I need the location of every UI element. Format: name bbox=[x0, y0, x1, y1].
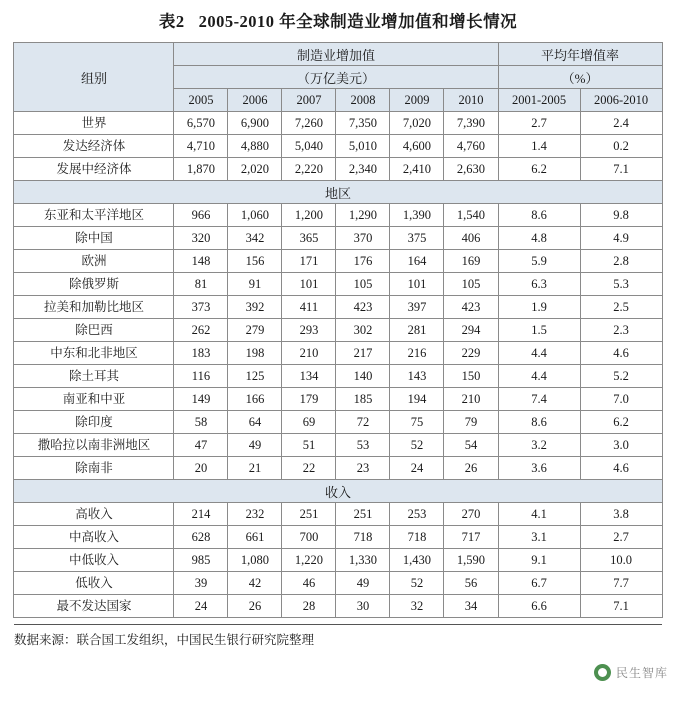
cell-rate: 6.2 bbox=[498, 158, 580, 181]
header-year-2009: 2009 bbox=[390, 89, 444, 112]
cell-value: 91 bbox=[228, 273, 282, 296]
cell-value: 217 bbox=[336, 342, 390, 365]
cell-value: 26 bbox=[228, 595, 282, 618]
cell-value: 628 bbox=[174, 526, 228, 549]
cell-rate: 7.1 bbox=[580, 595, 662, 618]
cell-rate: 2.4 bbox=[580, 112, 662, 135]
table-row bbox=[14, 526, 662, 549]
cell-value: 2,340 bbox=[336, 158, 390, 181]
cell-rate: 1.4 bbox=[498, 135, 580, 158]
cell-value: 32 bbox=[390, 595, 444, 618]
cell-value: 293 bbox=[282, 319, 336, 342]
table-row bbox=[14, 388, 662, 411]
cell-value: 700 bbox=[282, 526, 336, 549]
row-label: 除巴西 bbox=[14, 319, 174, 342]
cell-value: 7,260 bbox=[282, 112, 336, 135]
row-label: 拉美和加勒比地区 bbox=[14, 296, 174, 319]
cell-value: 4,710 bbox=[174, 135, 228, 158]
cell-value: 1,200 bbox=[282, 204, 336, 227]
cell-value: 24 bbox=[174, 595, 228, 618]
cell-rate: 8.6 bbox=[498, 204, 580, 227]
watermark bbox=[594, 664, 668, 681]
table-row bbox=[14, 434, 662, 457]
header-year-2005: 2005 bbox=[174, 89, 228, 112]
cell-value: 2,410 bbox=[390, 158, 444, 181]
cell-value: 214 bbox=[174, 503, 228, 526]
header-mva-line2: （万亿美元） bbox=[174, 66, 498, 89]
cell-value: 4,880 bbox=[228, 135, 282, 158]
cell-rate: 1.9 bbox=[498, 296, 580, 319]
cell-value: 375 bbox=[390, 227, 444, 250]
table-row bbox=[14, 457, 662, 480]
table-title-text: 2005-2010 年全球制造业增加值和增长情况 bbox=[198, 12, 518, 31]
cell-value: 150 bbox=[444, 365, 498, 388]
table-section-row bbox=[14, 181, 662, 204]
row-label: 除印度 bbox=[14, 411, 174, 434]
cell-value: 54 bbox=[444, 434, 498, 457]
cell-value: 28 bbox=[282, 595, 336, 618]
cell-rate: 8.6 bbox=[498, 411, 580, 434]
cell-rate: 5.2 bbox=[580, 365, 662, 388]
cell-value: 661 bbox=[228, 526, 282, 549]
cell-rate: 4.9 bbox=[580, 227, 662, 250]
cell-rate: 3.6 bbox=[498, 457, 580, 480]
cell-value: 143 bbox=[390, 365, 444, 388]
cell-value: 423 bbox=[444, 296, 498, 319]
cell-value: 5,010 bbox=[336, 135, 390, 158]
header-mva-line1: 制造业增加值 bbox=[174, 43, 498, 66]
cell-value: 24 bbox=[390, 457, 444, 480]
header-group-label: 组别 bbox=[14, 43, 174, 112]
logo-icon bbox=[594, 664, 611, 681]
cell-value: 342 bbox=[228, 227, 282, 250]
table-row bbox=[14, 342, 662, 365]
table-section-row bbox=[14, 480, 662, 503]
cell-value: 253 bbox=[390, 503, 444, 526]
cell-value: 2,630 bbox=[444, 158, 498, 181]
cell-value: 229 bbox=[444, 342, 498, 365]
cell-rate: 6.7 bbox=[498, 572, 580, 595]
cell-value: 2,020 bbox=[228, 158, 282, 181]
cell-value: 6,900 bbox=[228, 112, 282, 135]
cell-rate: 7.0 bbox=[580, 388, 662, 411]
cell-rate: 6.6 bbox=[498, 595, 580, 618]
cell-value: 1,540 bbox=[444, 204, 498, 227]
cell-value: 183 bbox=[174, 342, 228, 365]
cell-rate: 0.2 bbox=[580, 135, 662, 158]
cell-value: 52 bbox=[390, 572, 444, 595]
header-year-2006: 2006 bbox=[228, 89, 282, 112]
cell-value: 49 bbox=[228, 434, 282, 457]
row-label: 中东和北非地区 bbox=[14, 342, 174, 365]
table-head bbox=[14, 43, 662, 112]
row-label: 中高收入 bbox=[14, 526, 174, 549]
row-label: 世界 bbox=[14, 112, 174, 135]
table-row bbox=[14, 273, 662, 296]
table-row bbox=[14, 572, 662, 595]
cell-value: 717 bbox=[444, 526, 498, 549]
cell-value: 7,350 bbox=[336, 112, 390, 135]
cell-rate: 4.4 bbox=[498, 365, 580, 388]
cell-value: 101 bbox=[390, 273, 444, 296]
cell-value: 406 bbox=[444, 227, 498, 250]
cell-value: 75 bbox=[390, 411, 444, 434]
row-label: 发展中经济体 bbox=[14, 158, 174, 181]
cell-value: 2,220 bbox=[282, 158, 336, 181]
cell-value: 52 bbox=[390, 434, 444, 457]
cell-value: 21 bbox=[228, 457, 282, 480]
cell-value: 1,290 bbox=[336, 204, 390, 227]
source-note: 数据来源：联合国工发组织，中国民生银行研究院整理 bbox=[14, 624, 662, 648]
data-table bbox=[13, 42, 662, 618]
cell-value: 69 bbox=[282, 411, 336, 434]
cell-value: 47 bbox=[174, 434, 228, 457]
cell-value: 125 bbox=[228, 365, 282, 388]
cell-rate: 1.5 bbox=[498, 319, 580, 342]
cell-value: 116 bbox=[174, 365, 228, 388]
cell-value: 134 bbox=[282, 365, 336, 388]
cell-value: 185 bbox=[336, 388, 390, 411]
cell-value: 216 bbox=[390, 342, 444, 365]
cell-value: 156 bbox=[228, 250, 282, 273]
table-row bbox=[14, 595, 662, 618]
row-label: 欧洲 bbox=[14, 250, 174, 273]
cell-rate: 7.4 bbox=[498, 388, 580, 411]
cell-value: 149 bbox=[174, 388, 228, 411]
cell-value: 423 bbox=[336, 296, 390, 319]
cell-value: 4,760 bbox=[444, 135, 498, 158]
cell-rate: 5.9 bbox=[498, 250, 580, 273]
cell-rate: 3.2 bbox=[498, 434, 580, 457]
cell-value: 1,430 bbox=[390, 549, 444, 572]
cell-value: 1,080 bbox=[228, 549, 282, 572]
cell-value: 985 bbox=[174, 549, 228, 572]
row-label: 除中国 bbox=[14, 227, 174, 250]
cell-value: 966 bbox=[174, 204, 228, 227]
cell-rate: 3.8 bbox=[580, 503, 662, 526]
cell-value: 281 bbox=[390, 319, 444, 342]
cell-rate: 3.1 bbox=[498, 526, 580, 549]
cell-value: 171 bbox=[282, 250, 336, 273]
table-row bbox=[14, 319, 662, 342]
cell-rate: 3.0 bbox=[580, 434, 662, 457]
cell-value: 7,020 bbox=[390, 112, 444, 135]
cell-value: 1,590 bbox=[444, 549, 498, 572]
cell-value: 194 bbox=[390, 388, 444, 411]
cell-rate: 4.6 bbox=[580, 342, 662, 365]
cell-value: 6,570 bbox=[174, 112, 228, 135]
table-body bbox=[14, 112, 662, 618]
cell-value: 20 bbox=[174, 457, 228, 480]
cell-rate: 7.7 bbox=[580, 572, 662, 595]
table-number: 表2 bbox=[158, 12, 185, 31]
cell-rate: 2.7 bbox=[498, 112, 580, 135]
cell-rate: 7.1 bbox=[580, 158, 662, 181]
table-row bbox=[14, 135, 662, 158]
header-rate-2006-2010: 2006-2010 bbox=[580, 89, 662, 112]
cell-value: 140 bbox=[336, 365, 390, 388]
cell-value: 53 bbox=[336, 434, 390, 457]
cell-value: 270 bbox=[444, 503, 498, 526]
header-rate-line1: 平均年增值率 bbox=[498, 43, 662, 66]
table-row bbox=[14, 296, 662, 319]
cell-value: 164 bbox=[390, 250, 444, 273]
cell-value: 23 bbox=[336, 457, 390, 480]
row-label: 高收入 bbox=[14, 503, 174, 526]
cell-value: 64 bbox=[228, 411, 282, 434]
cell-value: 251 bbox=[282, 503, 336, 526]
table-row bbox=[14, 411, 662, 434]
cell-rate: 4.8 bbox=[498, 227, 580, 250]
cell-value: 58 bbox=[174, 411, 228, 434]
cell-value: 397 bbox=[390, 296, 444, 319]
table-header-row-1 bbox=[14, 43, 662, 66]
cell-value: 101 bbox=[282, 273, 336, 296]
row-label: 撒哈拉以南非洲地区 bbox=[14, 434, 174, 457]
cell-value: 42 bbox=[228, 572, 282, 595]
cell-rate: 2.3 bbox=[580, 319, 662, 342]
cell-rate: 2.7 bbox=[580, 526, 662, 549]
table-row bbox=[14, 549, 662, 572]
cell-value: 46 bbox=[282, 572, 336, 595]
row-label: 除土耳其 bbox=[14, 365, 174, 388]
cell-value: 1,060 bbox=[228, 204, 282, 227]
cell-value: 30 bbox=[336, 595, 390, 618]
header-year-2008: 2008 bbox=[336, 89, 390, 112]
cell-rate: 5.3 bbox=[580, 273, 662, 296]
header-rate-2001-2005: 2001-2005 bbox=[498, 89, 580, 112]
cell-value: 179 bbox=[282, 388, 336, 411]
cell-value: 105 bbox=[444, 273, 498, 296]
table-row bbox=[14, 503, 662, 526]
row-label: 南亚和中亚 bbox=[14, 388, 174, 411]
cell-value: 302 bbox=[336, 319, 390, 342]
table-row bbox=[14, 250, 662, 273]
table-row bbox=[14, 158, 662, 181]
cell-value: 166 bbox=[228, 388, 282, 411]
cell-value: 1,390 bbox=[390, 204, 444, 227]
cell-value: 251 bbox=[336, 503, 390, 526]
row-label: 东亚和太平洋地区 bbox=[14, 204, 174, 227]
cell-value: 51 bbox=[282, 434, 336, 457]
cell-value: 365 bbox=[282, 227, 336, 250]
cell-value: 411 bbox=[282, 296, 336, 319]
cell-value: 34 bbox=[444, 595, 498, 618]
row-label: 最不发达国家 bbox=[14, 595, 174, 618]
page-title bbox=[0, 0, 676, 42]
cell-value: 7,390 bbox=[444, 112, 498, 135]
cell-value: 5,040 bbox=[282, 135, 336, 158]
cell-rate: 9.1 bbox=[498, 549, 580, 572]
cell-value: 39 bbox=[174, 572, 228, 595]
cell-rate: 6.2 bbox=[580, 411, 662, 434]
table-row bbox=[14, 204, 662, 227]
cell-value: 392 bbox=[228, 296, 282, 319]
table-row bbox=[14, 227, 662, 250]
header-year-2010: 2010 bbox=[444, 89, 498, 112]
cell-value: 56 bbox=[444, 572, 498, 595]
cell-rate: 4.6 bbox=[580, 457, 662, 480]
cell-value: 718 bbox=[390, 526, 444, 549]
cell-rate: 4.4 bbox=[498, 342, 580, 365]
cell-value: 105 bbox=[336, 273, 390, 296]
section-label: 地区 bbox=[14, 181, 662, 204]
cell-value: 72 bbox=[336, 411, 390, 434]
cell-value: 210 bbox=[282, 342, 336, 365]
cell-rate: 10.0 bbox=[580, 549, 662, 572]
row-label: 中低收入 bbox=[14, 549, 174, 572]
cell-value: 320 bbox=[174, 227, 228, 250]
cell-value: 294 bbox=[444, 319, 498, 342]
cell-value: 1,220 bbox=[282, 549, 336, 572]
row-label: 低收入 bbox=[14, 572, 174, 595]
watermark-text: 民生智库 bbox=[615, 666, 668, 680]
cell-rate: 9.8 bbox=[580, 204, 662, 227]
cell-value: 198 bbox=[228, 342, 282, 365]
cell-value: 22 bbox=[282, 457, 336, 480]
cell-value: 210 bbox=[444, 388, 498, 411]
cell-value: 176 bbox=[336, 250, 390, 273]
cell-rate: 6.3 bbox=[498, 273, 580, 296]
row-label: 除俄罗斯 bbox=[14, 273, 174, 296]
cell-value: 262 bbox=[174, 319, 228, 342]
cell-value: 373 bbox=[174, 296, 228, 319]
row-label: 除南非 bbox=[14, 457, 174, 480]
header-year-2007: 2007 bbox=[282, 89, 336, 112]
table-row bbox=[14, 112, 662, 135]
cell-rate: 2.5 bbox=[580, 296, 662, 319]
cell-value: 232 bbox=[228, 503, 282, 526]
cell-value: 148 bbox=[174, 250, 228, 273]
cell-value: 79 bbox=[444, 411, 498, 434]
cell-rate: 4.1 bbox=[498, 503, 580, 526]
cell-value: 4,600 bbox=[390, 135, 444, 158]
cell-value: 279 bbox=[228, 319, 282, 342]
section-label: 收入 bbox=[14, 480, 662, 503]
cell-value: 26 bbox=[444, 457, 498, 480]
cell-value: 1,870 bbox=[174, 158, 228, 181]
cell-value: 169 bbox=[444, 250, 498, 273]
cell-rate: 2.8 bbox=[580, 250, 662, 273]
cell-value: 49 bbox=[336, 572, 390, 595]
cell-value: 1,330 bbox=[336, 549, 390, 572]
cell-value: 370 bbox=[336, 227, 390, 250]
row-label: 发达经济体 bbox=[14, 135, 174, 158]
cell-value: 81 bbox=[174, 273, 228, 296]
table-row bbox=[14, 365, 662, 388]
header-rate-line2: （%） bbox=[498, 66, 662, 89]
cell-value: 718 bbox=[336, 526, 390, 549]
